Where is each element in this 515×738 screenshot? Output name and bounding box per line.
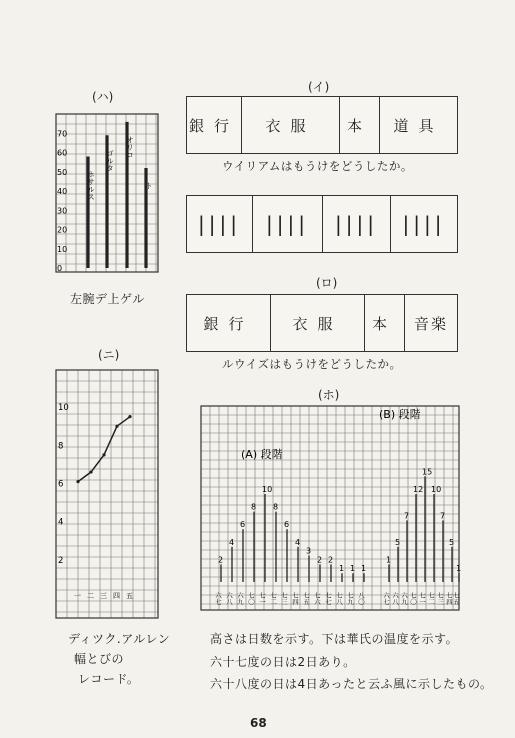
box-i-bank: 銀行: [187, 97, 242, 153]
page-number: 68: [250, 716, 267, 730]
ho-xtick: 七四: [291, 592, 299, 605]
box-row-ro: [186, 294, 458, 352]
ho-bar-value: 10: [262, 485, 273, 494]
tally-2: ||||: [253, 196, 323, 252]
label-i: (イ): [308, 80, 330, 94]
box-ro-music: 音楽: [413, 314, 448, 333]
ho-bar-value: 1: [386, 555, 392, 565]
ha-ytick: 0: [57, 264, 63, 273]
ni-xtick: 三: [100, 592, 107, 600]
ho-xtick: 七〇: [409, 592, 417, 605]
ha-bar-label: オリコ: [125, 135, 135, 159]
caption-i: ウイリアムはもうけをどうしたか。: [222, 159, 413, 173]
ho-bar-value: 6: [284, 520, 290, 530]
ho-bar-value: 12: [413, 485, 424, 494]
ho-bar-value: 10: [431, 485, 442, 494]
ni-ytick: 4: [58, 517, 64, 528]
ho-bar-value: 5: [395, 537, 401, 547]
ho-xtick: 六八: [225, 592, 233, 605]
chart-ni: [50, 366, 165, 622]
ho-bar-value: 4: [229, 537, 235, 547]
tally-1: ||||: [187, 196, 253, 252]
ha-ytick: 20: [57, 225, 68, 235]
label-ni: (ニ): [98, 348, 120, 362]
ni-point: [115, 425, 118, 428]
box-i-clothes: 衣服: [242, 97, 340, 153]
ho-bar-value: 6: [240, 520, 246, 530]
ho-bar-value: 4: [295, 537, 301, 547]
ho-bar-value: 2: [317, 555, 323, 565]
box-ro-clothes: 衣服: [271, 295, 365, 351]
ha-ytick: 50: [57, 167, 68, 177]
ho-bar-value: 1: [350, 564, 356, 574]
ni-xtick: 二: [87, 592, 94, 600]
box-i-book: 本: [340, 97, 380, 153]
ho-xtick: 六九: [400, 592, 408, 605]
caption-ho-2: 六十七度の日は2日あり。: [210, 655, 356, 669]
chart-ha: [50, 108, 165, 283]
ha-bar-label: ホサルス: [86, 170, 96, 201]
tally-3: ||||: [323, 196, 391, 252]
tally-row: [186, 195, 458, 253]
label-ha: (ハ): [92, 90, 114, 104]
ho-title-b: (B) 段階: [379, 408, 421, 421]
ha-bar-label: ト: [144, 182, 154, 190]
ho-xtick: 七五: [302, 592, 310, 605]
ho-xtick: 七〇: [247, 592, 255, 605]
ni-xtick: 一: [74, 592, 81, 600]
ha-ytick: 60: [57, 148, 68, 158]
grid-ni: [56, 370, 158, 618]
ho-bar-value: 3: [306, 546, 312, 556]
ho-xtick: 七二: [269, 592, 277, 605]
box-row-i: [186, 96, 458, 154]
ho-xtick: 七三: [436, 592, 444, 605]
box-ro-book: 本: [365, 295, 405, 351]
ho-xtick: 八〇: [357, 592, 365, 605]
ho-xtick: 六七: [214, 592, 222, 605]
ni-point: [76, 480, 79, 483]
ho-xtick: 七九: [346, 592, 354, 605]
label-ho: (ホ): [318, 388, 340, 402]
caption-ho-1: 高さは日数を示す。下は華氏の温度を示す。: [210, 632, 459, 646]
ho-xtick: 七一: [258, 592, 266, 605]
ho-bar-value: 5: [449, 537, 455, 547]
ni-ytick: 10: [58, 403, 69, 414]
ni-ytick: 2: [58, 555, 64, 566]
ho-xtick: 七五: [452, 592, 460, 605]
caption-ni-3: レコード。: [78, 672, 140, 686]
ha-ytick: 30: [57, 206, 68, 216]
ho-xtick: 六七: [382, 592, 390, 605]
ho-bar-value: 2: [218, 555, 224, 565]
caption-ha: 左腕デ上ゲル: [70, 292, 145, 306]
ho-xtick: 七三: [280, 592, 288, 605]
ho-bar-value: 8: [273, 502, 279, 512]
ho-bar-value: 2: [328, 555, 334, 565]
ho-xtick: 七四: [445, 592, 453, 605]
ho-bar-value: 7: [440, 511, 446, 521]
ni-xtick: 五: [126, 592, 133, 600]
ho-bar-value: 7: [404, 511, 410, 521]
ho-bar-value: 8: [251, 502, 257, 512]
box-i-tools: 道具: [393, 116, 444, 135]
ho-xtick: 七一: [418, 592, 426, 605]
ha-ytick: 70: [57, 129, 68, 139]
ho-bar-value: 15: [422, 467, 433, 477]
ni-point: [102, 453, 105, 456]
caption-ro: ルウイズはもうけをどうしたか。: [222, 357, 402, 371]
caption-ho-3: 六十八度の日は4日あったと云ふ風に示したもの。: [210, 677, 493, 691]
label-ro: (ロ): [316, 276, 338, 290]
ho-xtick: 六九: [236, 592, 244, 605]
ni-point: [128, 415, 131, 418]
ni-xtick: 四: [113, 592, 120, 600]
tally-4: ||||: [402, 212, 446, 236]
grid-ho: [201, 406, 462, 610]
ha-ytick: 10: [57, 244, 68, 254]
ha-bar-label: ゴルタ: [105, 149, 115, 172]
ho-xtick: 七八: [335, 592, 343, 605]
ho-title-a: (A) 段階: [241, 448, 283, 461]
caption-ni-2: 幅とびの: [74, 652, 125, 666]
ho-xtick: 七二: [427, 592, 435, 605]
caption-ni-1: ディツク.アルレン: [68, 632, 171, 646]
ho-bar-value: 1: [339, 564, 345, 574]
ho-bar-value: 1: [456, 564, 462, 574]
ni-point: [89, 470, 92, 473]
ni-ytick: 6: [58, 479, 64, 490]
ha-ytick: 40: [57, 187, 68, 197]
chart-ho: [199, 404, 463, 614]
ni-ytick: 8: [58, 441, 64, 452]
ho-xtick: 七六: [313, 592, 321, 605]
ho-bar-value: 1: [361, 564, 367, 574]
ho-xtick: 七七: [324, 592, 332, 605]
ho-xtick: 六八: [391, 592, 399, 605]
box-ro-bank: 銀行: [187, 295, 271, 351]
